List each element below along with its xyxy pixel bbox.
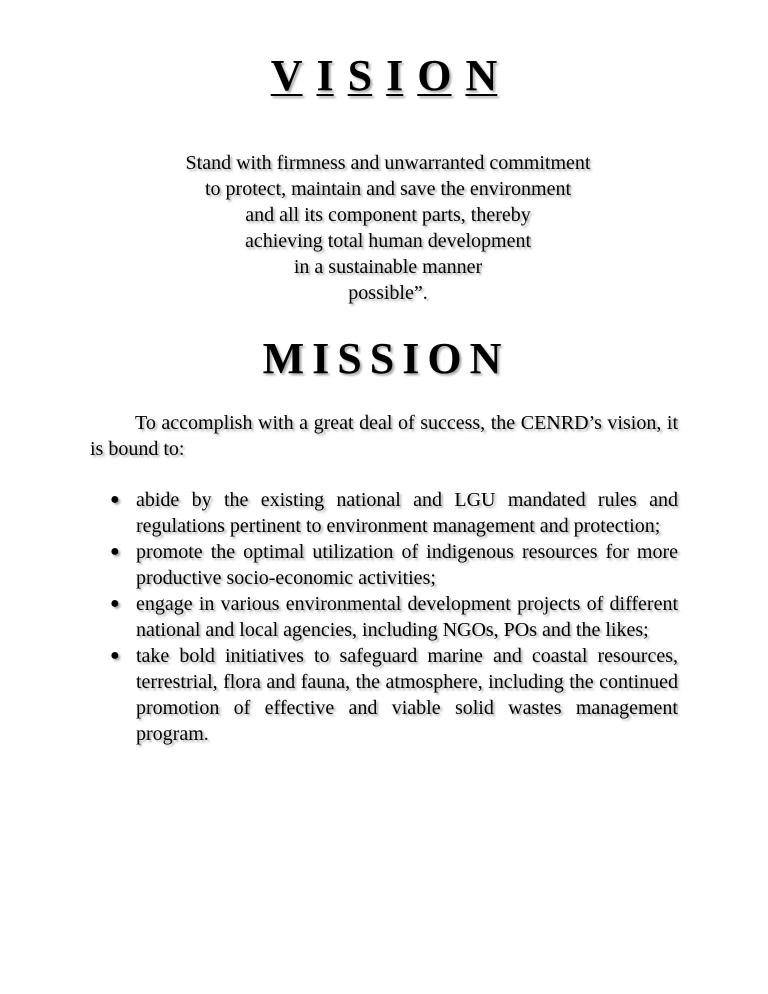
bullet-icon: ● [110,595,120,612]
mission-list-item [90,591,678,643]
mission-item-text: abide by the existing national and LGU mandated rules and regulations pertinent to environment management and protection; [136,489,678,537]
vision-heading-letter: V [270,51,303,100]
vision-heading-letter: I [386,51,404,100]
vision-heading-letter: O [417,51,452,100]
bullet-icon: ● [110,543,120,560]
bullet-icon: ● [110,491,120,508]
vision-line: achieving total human development [244,230,532,252]
vision-line: and all its component parts, thereby [245,204,531,226]
mission-item-text: take bold initiatives to safeguard marine and coastal resources, terrestrial, flora and fauna, the atmosphere, including the continued promotion of effective and viable solid wastes management program. [136,645,678,745]
mission-item-text: promote the optimal utilization of indigenous resources for more productive socio-economic activities; [136,541,678,589]
bullet-icon: ● [110,647,120,664]
vision-line: in a sustainable manner [293,256,483,278]
mission-item-text: engage in various environmental development projects of different national and local agencies, including NGOs, POs and the likes; [136,593,678,641]
vision-line: to protect, maintain and save the environment [205,178,571,200]
vision-heading-letter: N [465,51,498,100]
vision-line: possible”. [348,282,428,304]
mission-intro: To accomplish with a great deal of success, the CENRD’s vision, it is bound to: [90,412,678,460]
vision-line: Stand with firmness and unwarranted commitment [185,152,591,174]
vision-heading-letter: I [316,51,334,100]
vision-statement [0,150,768,306]
vision-heading-letter: S [347,51,373,100]
mission-list-item [90,539,678,591]
mission-list-item [90,487,678,539]
vision-heading [0,50,768,101]
mission-list [90,487,678,747]
mission-heading: MISSION [262,334,510,383]
mission-list-item [90,643,678,747]
